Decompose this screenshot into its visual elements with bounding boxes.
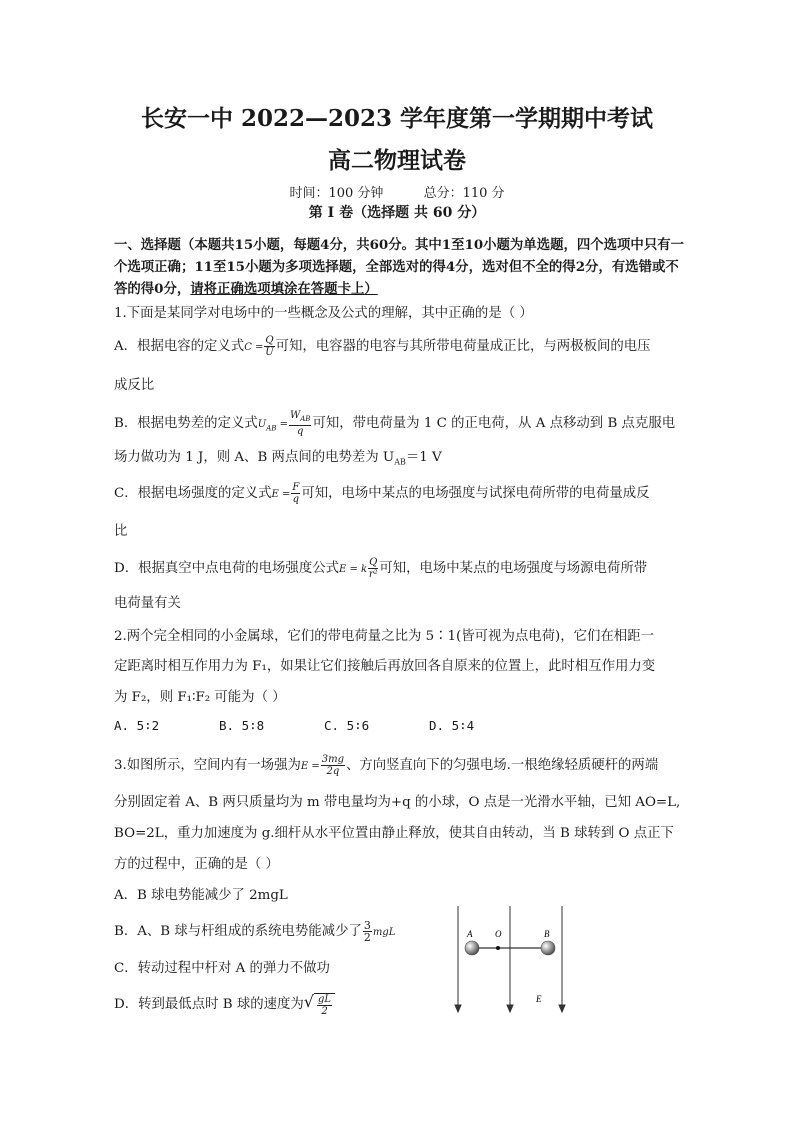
q1-option-b: B．根据电势差的定义式$U_{AB}$ = $\frac{W_{AB}}{q}$ 可知，带电荷量为 1 C 的正电荷，从 A 点移动到 B 点克服电: [114, 410, 676, 437]
q3-option-a: A．B 球电势能减少了 2mgL: [114, 888, 288, 903]
ball-b: [541, 941, 555, 955]
q2-line1: 2.两个完全相同的小金属球，它们的带电荷量之比为 5∶1(皆可视为点电荷)，它们在相距一: [114, 629, 654, 644]
q1-option-b-cont: 场力做功为 1 J，则 A、B 两点间的电势差为 $U_{AB}=1$ V: [114, 450, 442, 467]
field-lines: [455, 906, 565, 1012]
q1-d-fraction: $\frac{Q}{\text{r²}}$: [368, 557, 378, 580]
exam-score: 总分：110 分: [423, 186, 505, 201]
q1-c-fraction: $\frac{F}{q}$: [292, 482, 300, 505]
exam-meta: [0, 182, 794, 201]
q2-option-c: C. 5∶6: [324, 718, 370, 733]
instructions-underlined: 请将正确选项填涂在答题卡上）: [190, 281, 378, 297]
q3-line3: BO=2L，重力加速度为 g.细杆从水平位置由静止释放，使其自由转动，当 B 球转到 O 点正下: [114, 826, 674, 841]
q3-e-fraction: $\frac{3mg}{2q}$: [321, 754, 344, 777]
volume-heading: 第 I 卷（选择题 共 60 分）: [308, 205, 486, 221]
q3-line4: 方的过程中，正确的是（ ）: [114, 857, 279, 872]
label-o: O: [495, 929, 502, 939]
electric-field-figure: [452, 906, 582, 1016]
label-e: E: [536, 994, 542, 1004]
q1-option-d: D．根据真空中点电荷的电场强度公式E = k $\frac{Q}{\text{r²}}$ 可知，电场中某点的电场强度与场源电荷所带: [114, 557, 648, 580]
label-a: A: [467, 929, 473, 939]
label-b: B: [544, 929, 550, 939]
q1-option-c-cont: 比: [114, 524, 128, 539]
exam-time: 时间：100 分钟: [289, 186, 384, 201]
pivot-o: [496, 946, 500, 950]
section-instructions: 一、选择题（本题共15小题，每题4分，共60分。其中1至10小题为单选题，四个选项中只有一个选项正确；11至15小题为多项选择题，全部选对的得4分，选对但不全的得2分，有选错或不答的得0分，请将正确选项填涂在答题卡上）: [114, 237, 684, 297]
q3-option-c: C．转动过程中杆对 A 的弹力不做功: [114, 961, 330, 976]
q1-option-a: A．根据电容的定义式C = $\frac{Q}{U}$ 可知，电容器的电容与其所带电荷量成正比，与两极板间的电压: [114, 335, 651, 358]
q1-b-fraction: $\frac{W_{AB}}{q}$: [289, 410, 311, 437]
q1-option-a-cont: 成反比: [114, 378, 155, 393]
q1-option-d-cont: 电荷量有关: [114, 596, 181, 611]
q1-option-c: C．根据电场强度的定义式E = $\frac{F}{q}$ 可知，电场中某点的电场强度与试探电荷所带的电荷量成反: [114, 482, 650, 505]
q2-line2: 定距离时相互作用力为 F₁，如果让它们接触后再放回各自原来的位置上，此时相互作用力变: [114, 659, 656, 674]
q2-line3: 为 F₂，则 F₁∶F₂ 可能为（ ）: [114, 690, 286, 705]
q2-options: [114, 718, 534, 733]
sqrt-symbol: √ $\frac{gL}{2}$: [304, 992, 335, 1017]
q3-b-fraction: $\frac{3}{2}$: [363, 919, 371, 944]
q1-a-fraction: $\frac{Q}{U}$: [265, 335, 274, 358]
q1-stem: 1.下面是某同学对电场中的一些概念及公式的理解，其中正确的是（ ）: [114, 306, 533, 321]
q3-line2: 分别固定着 A、B 两只质量均为 m 带电量均为+q 的小球，O 点是一光滑水平轴，已知 AO=L,: [114, 795, 681, 810]
q2-option-a: A. 5∶2: [114, 718, 160, 733]
q3-line1: 3.如图所示，空间内有一场强为E = $\frac{3mg}{2q}$ 、方向竖直向下的匀强电场.一根绝缘轻质硬杆的两端: [114, 754, 659, 777]
q2-option-d: D. 5∶4: [429, 718, 475, 733]
q2-option-b: B. 5∶8: [219, 718, 265, 733]
ball-a: [465, 941, 479, 955]
q3-option-b: B．A、B 球与杆组成的系统电势能减少了 $\frac{3}{2}$ mgL: [114, 919, 396, 944]
exam-subtitle: 高二物理试卷: [328, 147, 466, 174]
q3-option-d: D．转到最低点时 B 球的速度为√ $\frac{gL}{2}$: [114, 992, 335, 1017]
exam-title: 长安一中 2022—2023 学年度第一学期期中考试: [140, 105, 654, 132]
